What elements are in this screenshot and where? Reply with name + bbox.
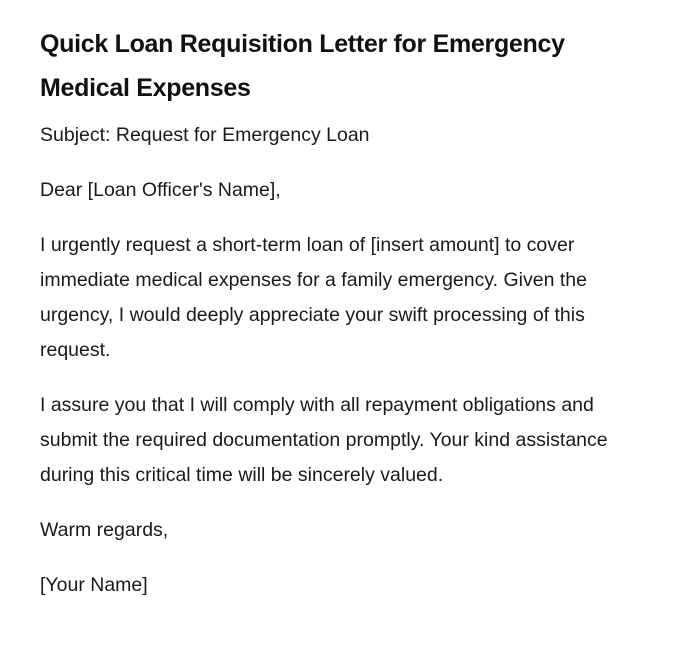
letter-signature: [Your Name]: [40, 574, 148, 596]
letter-closing: Warm regards,: [40, 519, 169, 541]
letter-body-paragraph: I assure you that I will comply with all repayment obligations and submit the required documentation promptly. Your kind assistance during this critical time will be sincerely valued.: [40, 394, 608, 486]
letter-document: [40, 22, 640, 623]
letter-subject: Subject: Request for Emergency Loan: [40, 124, 370, 146]
letter-title: Quick Loan Requisition Letter for Emergency Medical Expenses: [40, 30, 565, 102]
letter-salutation: Dear [Loan Officer's Name],: [40, 179, 281, 201]
letter-body-paragraph: I urgently request a short-term loan of [insert amount] to cover immediate medical expenses for a family emergency. Given the urgency, I would deeply appreciate your swift processing of this request.: [40, 234, 587, 361]
